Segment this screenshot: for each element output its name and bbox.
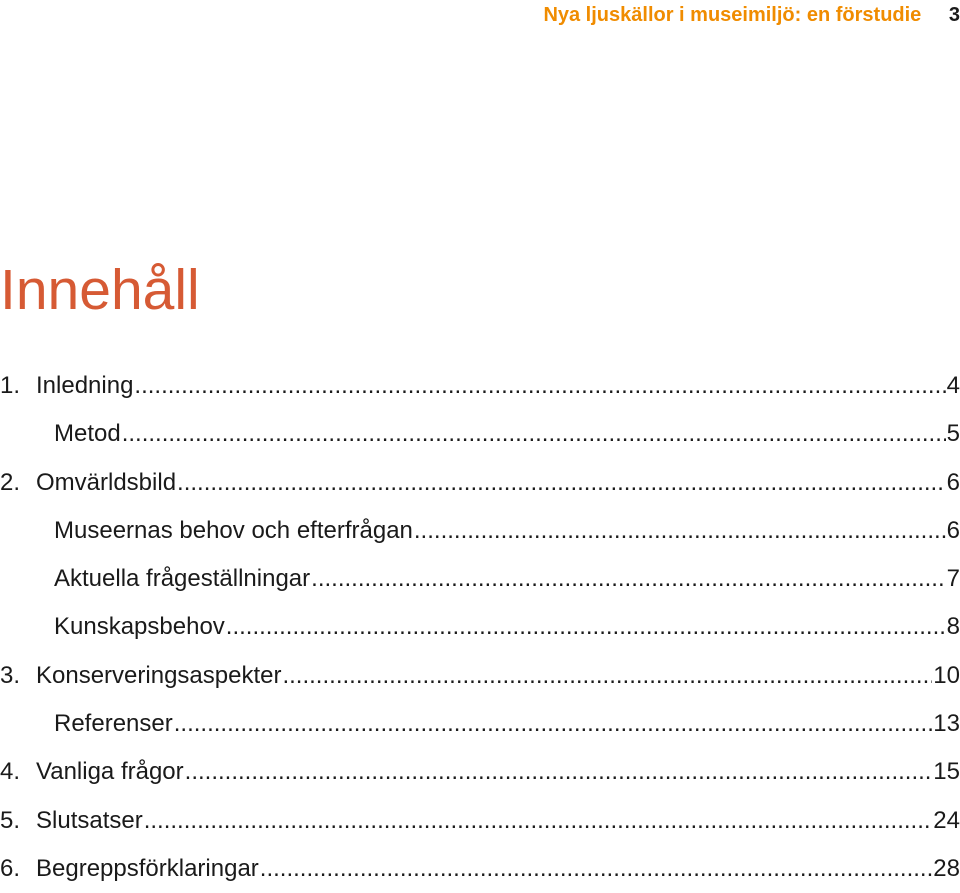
toc-dot-leader [177, 459, 946, 507]
toc-entry[interactable] [0, 748, 960, 796]
toc-entry-title: Kunskapsbehov [54, 613, 225, 641]
toc-entry-number: 6. [0, 854, 21, 882]
toc-entry-title: Omvärldsbild [36, 468, 177, 496]
table-of-contents [0, 362, 960, 893]
toc-entry[interactable] [0, 603, 960, 651]
toc-dot-leader [282, 652, 932, 700]
toc-dot-leader [414, 507, 946, 555]
toc-entry-number: 3. [0, 661, 21, 689]
toc-entry-page: 7 [946, 565, 960, 593]
document-title: Nya ljuskällor i museimiljö: en förstudie [543, 4, 922, 26]
toc-dot-leader [311, 555, 945, 603]
toc-entry-title: Aktuella frågeställningar [54, 565, 311, 593]
running-header [543, 4, 960, 27]
toc-entry-page: 10 [933, 661, 960, 689]
toc-entry-title: Museernas behov och efterfrågan [54, 516, 413, 544]
toc-entry[interactable] [0, 652, 960, 700]
page-number: 3 [948, 4, 960, 26]
toc-dot-leader [260, 845, 933, 893]
toc-dot-leader [226, 603, 946, 651]
toc-entry-page: 24 [933, 806, 960, 834]
toc-heading: Innehåll [0, 258, 200, 322]
toc-entry-title: Vanliga frågor [36, 758, 184, 786]
toc-entry[interactable] [0, 845, 960, 893]
toc-entry-title: Referenser [54, 710, 173, 738]
toc-entry-page: 15 [933, 758, 960, 786]
toc-entry-number: 5. [0, 806, 21, 834]
toc-dot-leader [174, 700, 933, 748]
toc-entry-page: 13 [933, 710, 960, 738]
toc-entry[interactable] [0, 507, 960, 555]
toc-entry-page: 4 [946, 372, 960, 399]
toc-entry[interactable] [0, 410, 960, 458]
toc-entry[interactable] [0, 555, 960, 603]
toc-entry[interactable] [0, 700, 960, 748]
toc-entry-page: 6 [946, 516, 960, 544]
toc-entry-number: 2. [0, 468, 21, 496]
toc-entry[interactable] [0, 459, 960, 507]
toc-dot-leader [122, 410, 946, 458]
toc-entry[interactable] [0, 797, 960, 845]
toc-entry-number: 1. [0, 372, 21, 399]
toc-dot-leader [144, 797, 933, 845]
toc-entry-page: 6 [946, 468, 960, 496]
toc-entry-title: Metod [54, 420, 121, 448]
toc-entry-page: 8 [946, 613, 960, 641]
toc-dot-leader [185, 748, 933, 796]
toc-entry[interactable] [0, 362, 960, 410]
toc-entry-page: 28 [933, 854, 960, 882]
toc-entry-title: Begreppsförklaringar [36, 854, 259, 882]
toc-entry-page: 5 [946, 420, 960, 448]
toc-dot-leader [134, 362, 945, 410]
toc-entry-number: 4. [0, 758, 21, 786]
toc-entry-title: Inledning [36, 372, 134, 399]
toc-entry-title: Slutsatser [36, 806, 143, 834]
toc-entry-title: Konserveringsaspekter [36, 661, 282, 689]
